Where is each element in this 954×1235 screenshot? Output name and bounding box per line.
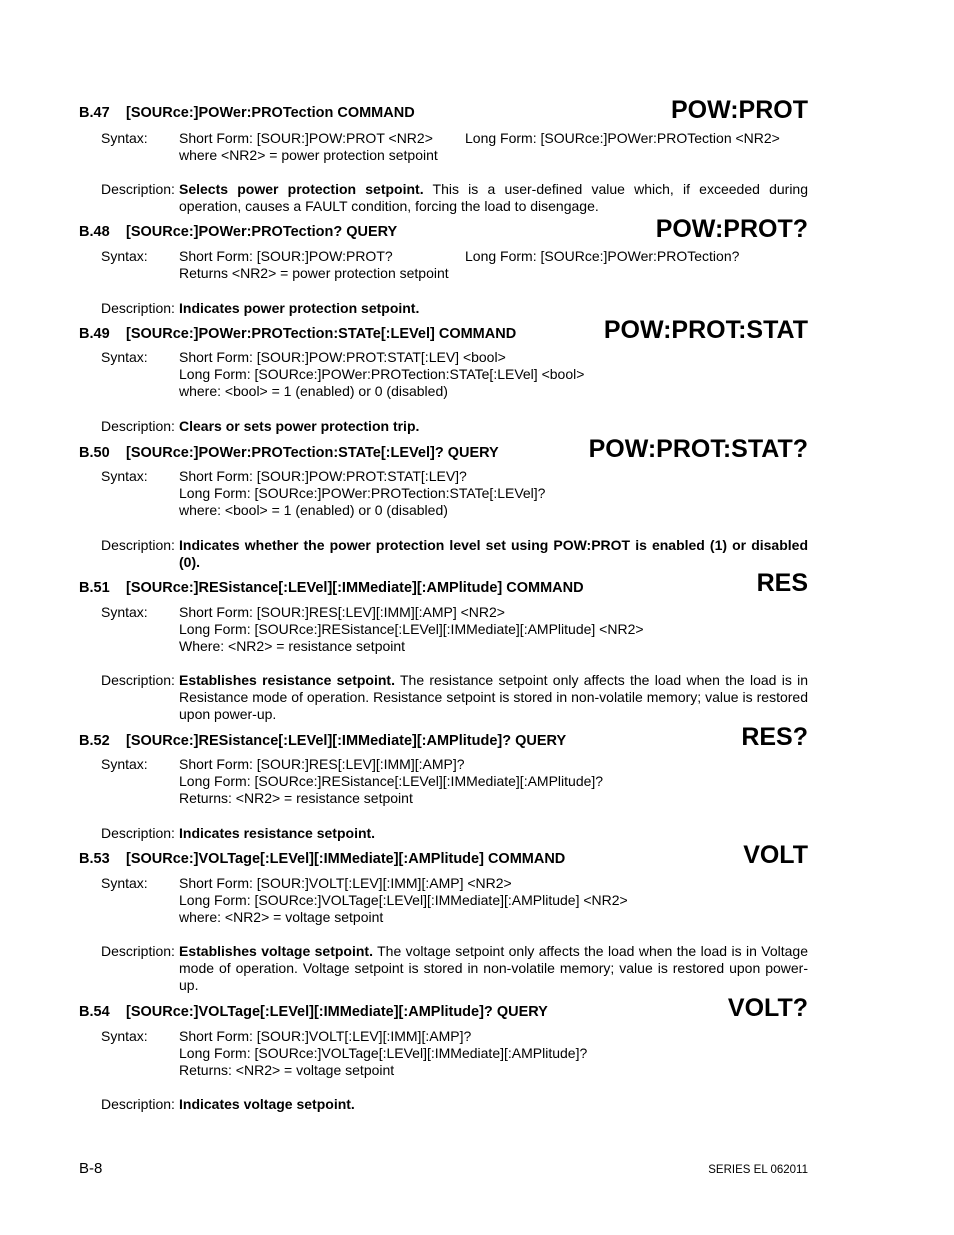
description-text (179, 537, 808, 571)
syntax-label: Syntax: (101, 248, 148, 264)
syntax-label: Syntax: (101, 875, 148, 891)
command-mnemonic: POW:PROT:STAT? (588, 435, 808, 463)
syntax-line: Short Form: [SOUR:]RES[:LEV][:IMM][:AMP] <NR2> (179, 604, 505, 620)
syntax-line: Long Form: [SOURce:]RESistance[:LEVel][:IMMediate][:AMPlitude] <NR2> (179, 621, 644, 637)
command-mnemonic: POW:PROT (670, 96, 808, 124)
section-number: B.48 (79, 224, 110, 240)
syntax-line: where <NR2> = power protection setpoint (179, 147, 438, 163)
command-mnemonic: POW:PROT? (655, 215, 808, 243)
description-label: Description: (101, 537, 175, 553)
description-text (179, 418, 808, 435)
syntax-line: Long Form: [SOURce:]VOLTage[:LEVel][:IMMediate][:AMPlitude]? (179, 1045, 588, 1061)
description-bold: Establishes resistance setpoint. (179, 672, 395, 688)
series-label: SERIES EL 062011 (708, 1164, 808, 1176)
syntax-line: Short Form: [SOUR:]VOLT[:LEV][:IMM][:AMP]? (179, 1028, 472, 1044)
description-rest: The resistance setpoint only affects the load when the load is in Resistance mode of operation. Resistance setpoint is stored in non-volatile memory; value is restored upon power-up. (179, 672, 808, 722)
description-rest: The voltage setpoint only affects the load when the load is in Voltage mode of operation. Voltage setpoint is stored in non-volatile memory; value is restored upon power-up. (179, 943, 808, 993)
description-bold: Indicates power protection setpoint. (179, 300, 420, 316)
syntax-line: where: <bool> = 1 (enabled) or 0 (disabled) (179, 502, 448, 518)
section-title: [SOURce:]POWer:PROTection COMMAND (126, 105, 415, 121)
description-bold: Indicates whether the power protection level set using POW:PROT is enabled (1) or disabled (0). (179, 537, 808, 570)
section-number: B.47 (79, 105, 110, 121)
syntax-line: Short Form: [SOUR:]POW:PROT:STAT[:LEV]? (179, 468, 467, 484)
section-title: [SOURce:]RESistance[:LEVel][:IMMediate][:AMPlitude]? QUERY (126, 733, 567, 749)
syntax-line: where: <NR2> = voltage setpoint (179, 909, 384, 925)
description-text (179, 672, 808, 723)
syntax-line: where: <bool> = 1 (enabled) or 0 (disabled) (179, 383, 448, 399)
syntax-line: Long Form: [SOURce:]POWer:PROTection:STATe[:LEVel]? (179, 485, 546, 501)
description-text (179, 943, 808, 994)
syntax-line: Returns: <NR2> = voltage setpoint (179, 1062, 395, 1078)
description-bold: Selects power protection setpoint. (179, 181, 424, 197)
description-text (179, 825, 808, 842)
description-label: Description: (101, 300, 175, 316)
description-label: Description: (101, 825, 175, 841)
page-number: B-8 (79, 1160, 103, 1177)
command-mnemonic: RES? (741, 723, 808, 751)
section-title: [SOURce:]RESistance[:LEVel][:IMMediate][:AMPlitude] COMMAND (126, 580, 584, 596)
long-form: Long Form: [SOURce:]POWer:PROTection <NR2> (465, 130, 780, 146)
syntax-line: Long Form: [SOURce:]RESistance[:LEVel][:IMMediate][:AMPlitude]? (179, 773, 604, 789)
section-title: [SOURce:]POWer:PROTection:STATe[:LEVel] COMMAND (126, 326, 517, 342)
syntax-label: Syntax: (101, 756, 148, 772)
description-label: Description: (101, 672, 175, 688)
section-number: B.49 (79, 326, 110, 342)
command-mnemonic: POW:PROT:STAT (603, 316, 808, 344)
description-text (179, 181, 808, 215)
description-bold: Indicates voltage setpoint. (179, 1096, 355, 1112)
syntax-line: Long Form: [SOURce:]POWer:PROTection:STATe[:LEVel] <bool> (179, 366, 585, 382)
section-number: B.50 (79, 445, 110, 461)
syntax-line: Returns: <NR2> = resistance setpoint (179, 790, 413, 806)
description-label: Description: (101, 943, 175, 959)
description-label: Description: (101, 1096, 175, 1112)
syntax-line: Short Form: [SOUR:]VOLT[:LEV][:IMM][:AMP] <NR2> (179, 875, 512, 891)
section-title: [SOURce:]POWer:PROTection:STATe[:LEVel]? QUERY (126, 445, 499, 461)
section-number: B.54 (79, 1004, 110, 1020)
description-bold: Clears or sets power protection trip. (179, 418, 420, 434)
syntax-line: Returns <NR2> = power protection setpoint (179, 265, 449, 281)
syntax-line: Where: <NR2> = resistance setpoint (179, 638, 406, 654)
syntax-line: Long Form: [SOURce:]VOLTage[:LEVel][:IMMediate][:AMPlitude] <NR2> (179, 892, 628, 908)
section-number: B.52 (79, 733, 110, 749)
section-title: [SOURce:]POWer:PROTection? QUERY (126, 224, 398, 240)
command-mnemonic: VOLT (743, 841, 808, 869)
description-label: Description: (101, 181, 175, 197)
section-number: B.53 (79, 851, 110, 867)
syntax-line: Short Form: [SOUR:]POW:PROT? (179, 248, 393, 264)
long-form: Long Form: [SOURce:]POWer:PROTection? (465, 248, 740, 264)
syntax-label: Syntax: (101, 468, 148, 484)
section-title: [SOURce:]VOLTage[:LEVel][:IMMediate][:AMPlitude] COMMAND (126, 851, 566, 867)
syntax-line: Short Form: [SOUR:]RES[:LEV][:IMM][:AMP]? (179, 756, 465, 772)
syntax-label: Syntax: (101, 604, 148, 620)
description-text (179, 300, 808, 317)
command-mnemonic: VOLT? (727, 994, 808, 1022)
syntax-line: Short Form: [SOUR:]POW:PROT:STAT[:LEV] <bool> (179, 349, 506, 365)
syntax-label: Syntax: (101, 130, 148, 146)
command-mnemonic: RES (756, 569, 808, 597)
description-bold: Establishes voltage setpoint. (179, 943, 373, 959)
syntax-label: Syntax: (101, 349, 148, 365)
section-number: B.51 (79, 580, 110, 596)
section-title: [SOURce:]VOLTage[:LEVel][:IMMediate][:AMPlitude]? QUERY (126, 1004, 548, 1020)
description-bold: Indicates resistance setpoint. (179, 825, 376, 841)
syntax-label: Syntax: (101, 1028, 148, 1044)
description-label: Description: (101, 418, 175, 434)
description-rest: This is a user-defined value which, if exceeded during operation, causes a FAULT condition, forcing the load to disengage. (179, 181, 809, 214)
syntax-line: Short Form: [SOUR:]POW:PROT <NR2> (179, 130, 433, 146)
description-text (179, 1096, 808, 1113)
